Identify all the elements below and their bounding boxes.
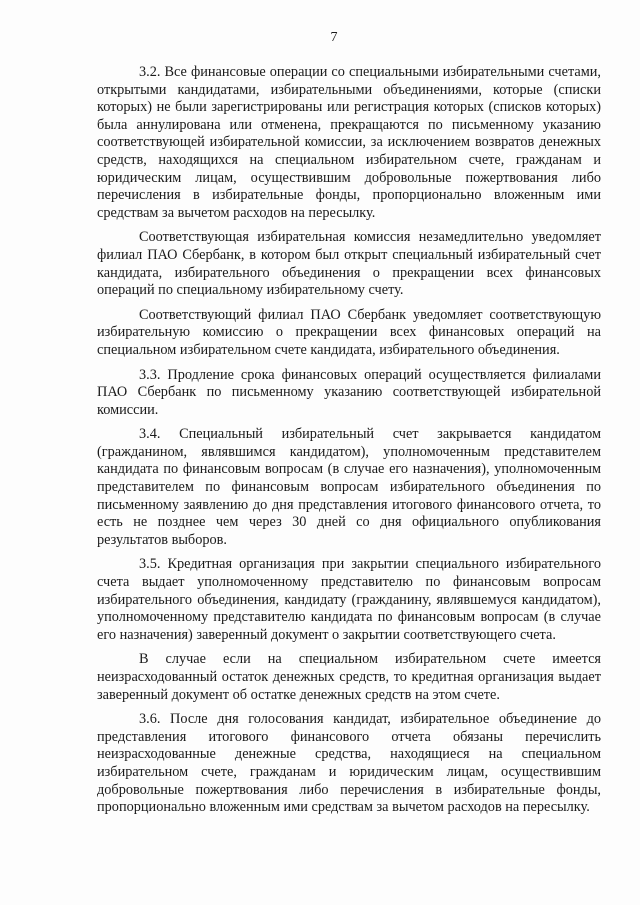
paragraph-branch-notice: Соответствующий филиал ПАО Сбербанк уведомляет соответствующую избирательную комиссию о прекращении всех финансовых операций на специальном избирательном счете кандидата, избирательного объединения. [97, 306, 601, 358]
paragraph-3-5: 3.5. Кредитная организация при закрытии специального избирательного счета выдает уполномоченному представителю по финансовым вопросам избирательного объединения, кандидату (гражданину, являвшемуся кандидатом), уполномоченному представителю кандидата по финансовым вопросам (в случае его назначения) заверенный документ о закрытии соответствующего счета. [97, 556, 601, 643]
paragraph-3-3: 3.3. Продление срока финансовых операций осуществляется филиалами ПАО Сбербанк по письменному указанию соответствующей избирательной комиссии. [97, 366, 601, 418]
document-body [97, 64, 601, 824]
paragraph-3-2: 3.2. Все финансовые операции со специальными избирательными счетами, открытыми кандидатами, избирательными объединениями, которые (списки которых) не были зарегистрированы или регистрация которых (списков которых) была аннулирована или отменена, прекращаются по письменному указанию соответствующей избирательной комиссии, за исключением возвратов денежных средств, находящихся на специальном избирательном счете, гражданам и юридическим лицам, осуществившим добровольные пожертвования либо перечисления в избирательные фонды, пропорционально вложенным ими средствам за вычетом расходов на пересылку. [97, 64, 601, 221]
page-number: 7 [330, 30, 338, 45]
paragraph-remainder-document: В случае если на специальном избирательном счете имеется неизрасходованный остаток денежных средств, то кредитная организация выдает заверенный документ об остатке денежных средств на этом счете. [97, 651, 601, 703]
paragraph-3-4: 3.4. Специальный избирательный счет закрывается кандидатом (гражданином, являвшимся кандидатом), уполномоченным представителем кандидата по финансовым вопросам (в случае его назначения), уполномоченным представителем по финансовым вопросам избирательного объединения по письменному заявлению до дня представления итогового финансового отчета, то есть не позднее чем через 30 дней со дня официального опубликования результатов выборов. [97, 426, 601, 548]
paragraph-3-6: 3.6. После дня голосования кандидат, избирательное объединение до представления итогового финансового отчета обязаны перечислить неизрасходованные денежные средства, находящиеся на специальном избирательном счете, гражданам и юридическим лицам, осуществившим добровольные пожертвования либо перечисления в избирательные фонды, пропорционально вложенным ими средствам за вычетом расходов на пересылку. [97, 711, 601, 816]
paragraph-commission-notice: Соответствующая избирательная комиссия незамедлительно уведомляет филиал ПАО Сбербанк, в котором был открыт специальный избирательный счет кандидата, избирательного объединения о прекращении всех финансовых операций по специальному избирательному счету. [97, 229, 601, 299]
